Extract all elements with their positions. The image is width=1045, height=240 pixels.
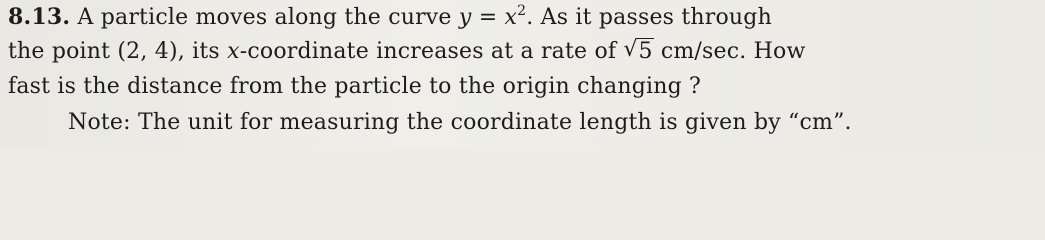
problem-line-3 [8,72,701,102]
sqrt-expression [623,37,653,67]
curve-exponent: 2 [517,3,527,19]
problem-line-1 [8,2,772,33]
curve-equals: = [471,5,505,30]
coordinate-var: x [227,39,240,64]
point-coordinates: (2, 4) [117,39,178,64]
problem-text-2-mid2: -coordinate increases at a rate of [239,39,624,64]
problem-text-2-mid1: , its [177,39,228,64]
sqrt-radicand: 5 [638,39,653,64]
note-text: Note: The unit for measuring the coordinate length is given by “cm”. [68,110,852,135]
curve-x-var: x [504,5,518,30]
curve-y-var: y [458,5,472,30]
problem-text-1: A particle moves along the curve [77,5,452,30]
radical-sign: √ [623,37,638,62]
problem-text-3: fast is the distance from the particle to the origin changing ? [8,74,702,99]
problem-text-1-end: . As it passes through [526,5,772,30]
problem-text-2-start: the point [8,39,118,64]
problem-note [68,108,852,138]
problem-text-2-end: cm/sec. How [653,39,806,64]
problem-line-2 [8,37,806,67]
problem-number: 8.13. [8,4,71,30]
